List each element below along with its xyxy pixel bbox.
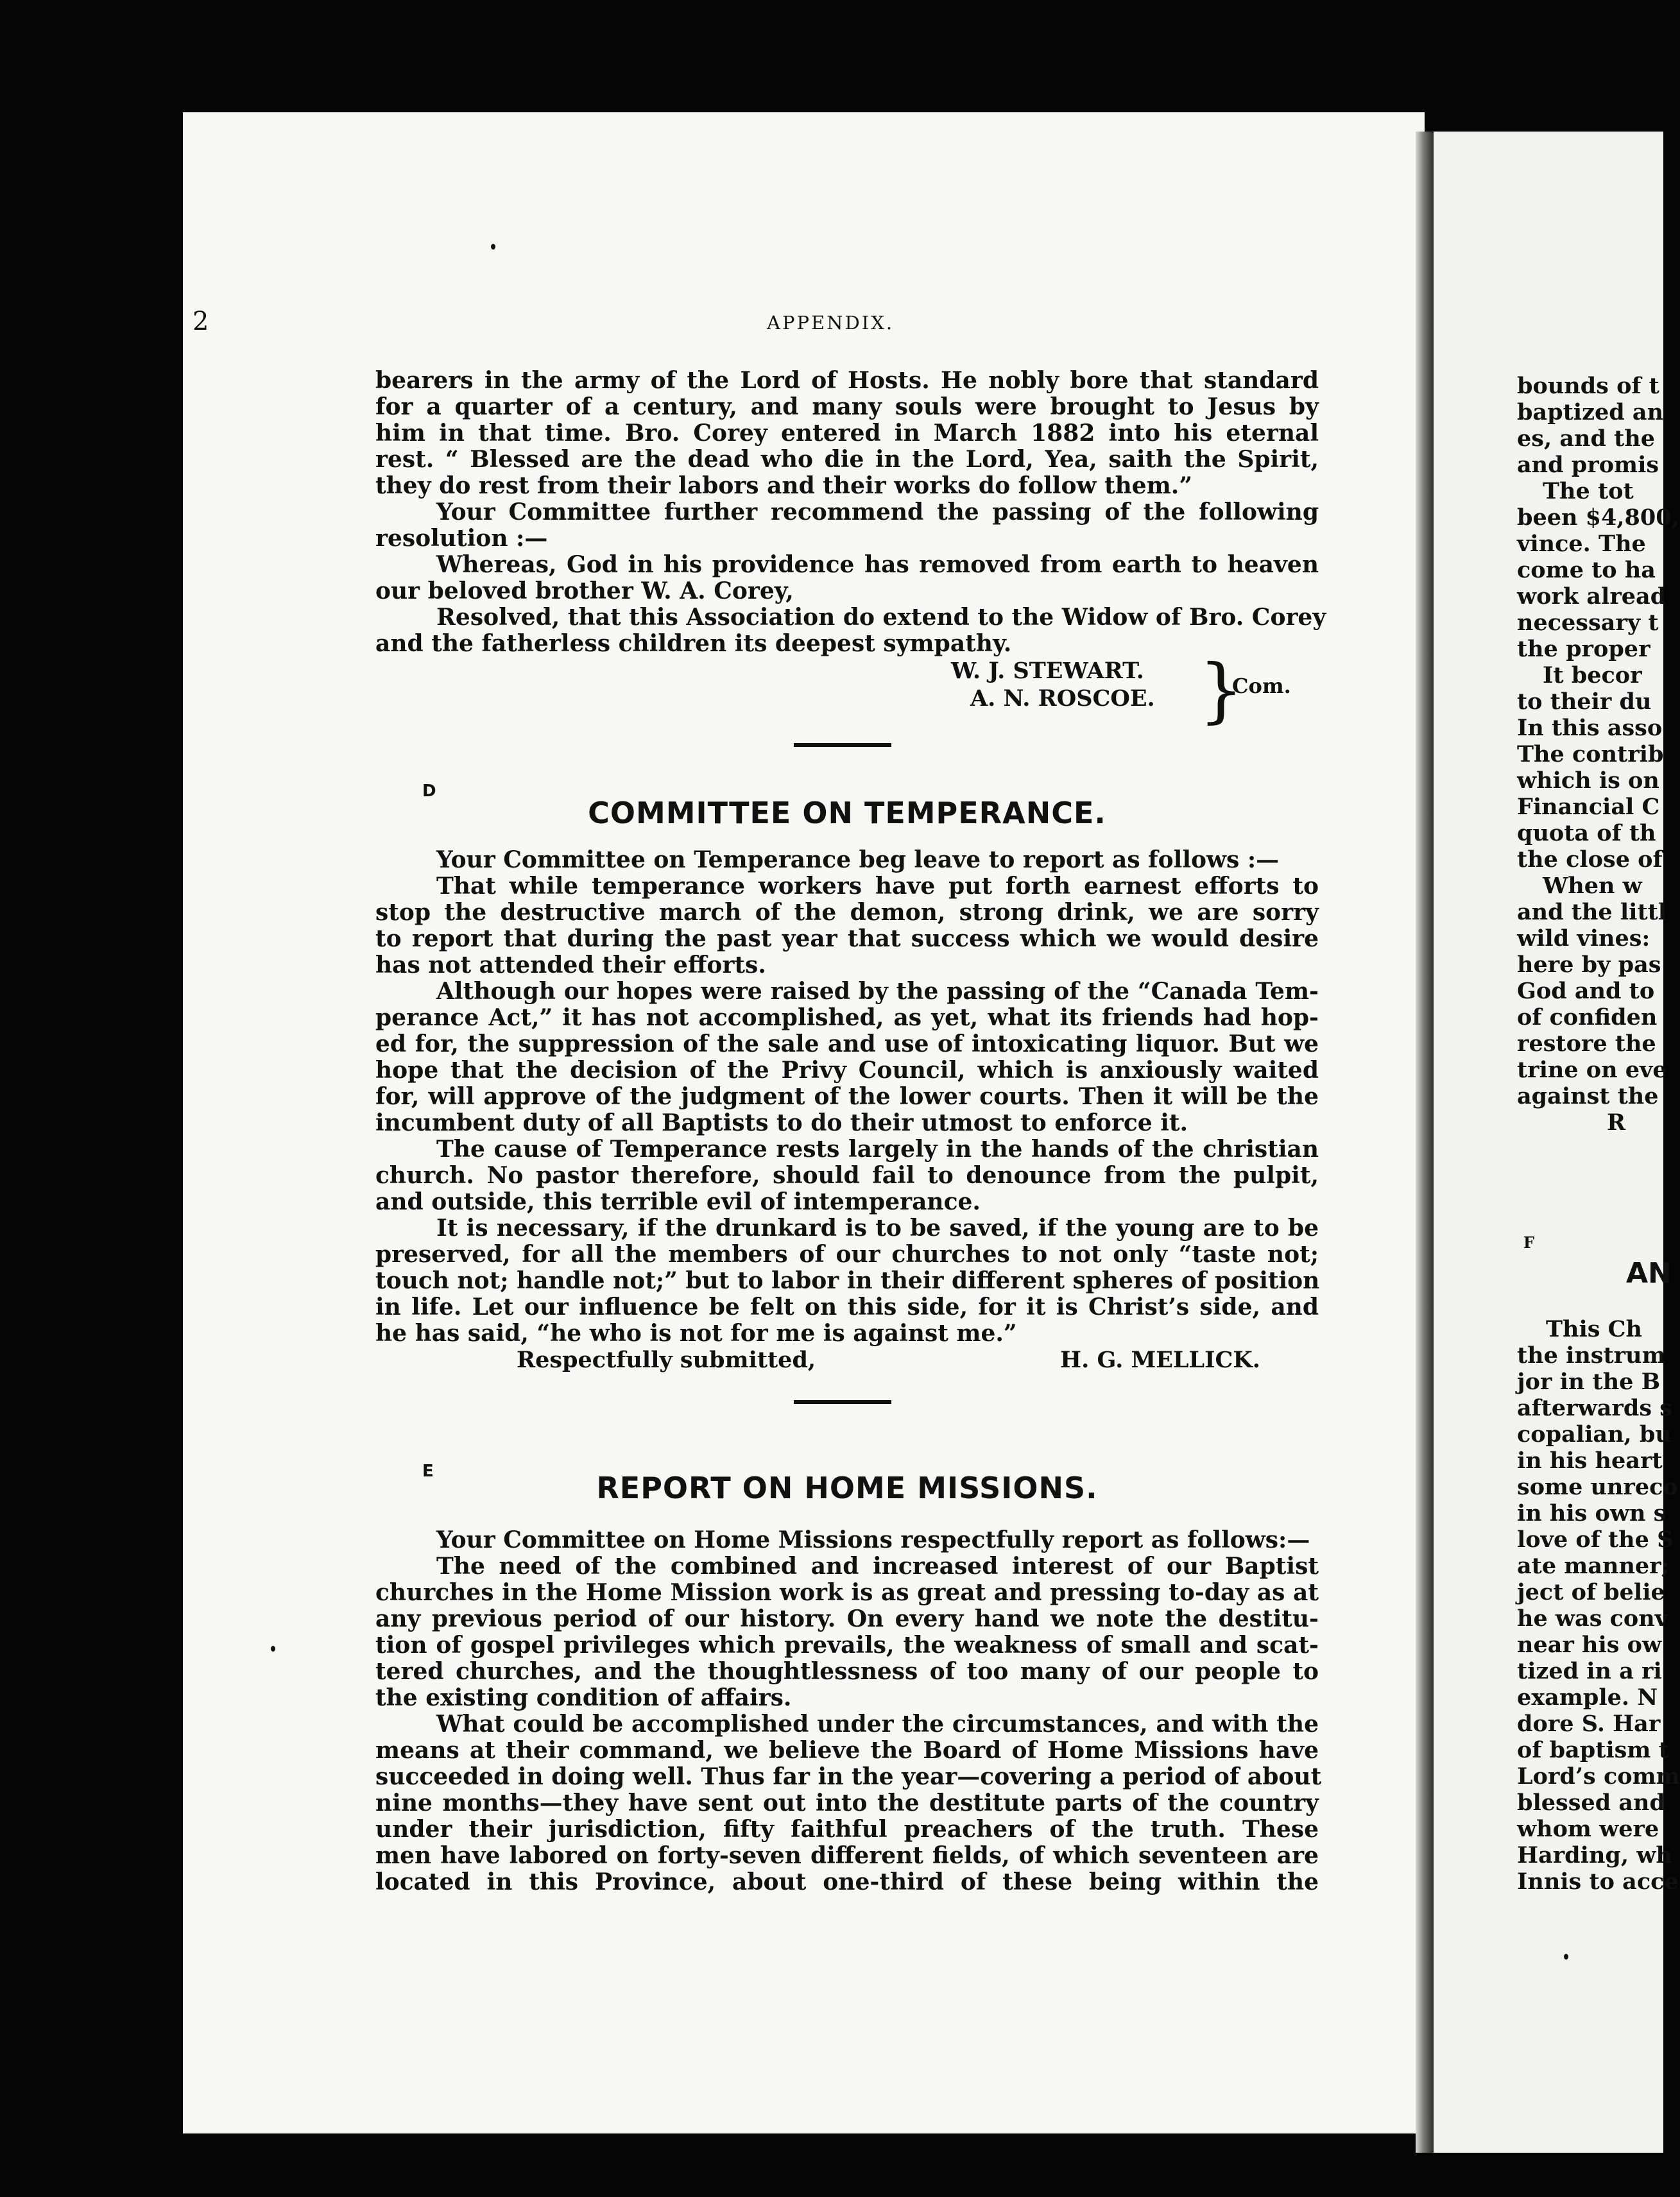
ink-speck: [271, 1646, 275, 1652]
facing-line: es, and the: [1517, 425, 1656, 452]
text-line: him in that time. Bro. Corey entered in March 1882 into his eternal: [375, 420, 1319, 447]
section-divider: [794, 743, 891, 747]
ink-speck: [1564, 1954, 1568, 1960]
facing-line: Lord’s comm: [1517, 1763, 1680, 1790]
text-line: The need of the combined and increased interest of our Baptist: [436, 1553, 1319, 1580]
facing-line: When w: [1543, 873, 1642, 899]
text-line: the existing condition of affairs.: [375, 1684, 792, 1711]
facing-line: ate manner;: [1517, 1553, 1670, 1579]
section-marker-e: E: [422, 1462, 434, 1481]
text-line: in life. Let our influence be felt on this side, for it is Christ’s side, and: [375, 1294, 1319, 1321]
facing-line: AN: [1626, 1257, 1672, 1290]
text-line: preserved, for all the members of our churches to not only “taste not;: [375, 1241, 1319, 1268]
text-line: That while temperance workers have put forth earnest efforts to: [436, 873, 1319, 900]
facing-line: R: [1607, 1109, 1626, 1136]
text-line: and the fatherless children its deepest sympathy.: [375, 630, 1012, 657]
section-divider: [794, 1400, 891, 1404]
text-line: located in this Province, about one-third of these being within the: [375, 1868, 1319, 1895]
text-line: men have labored on forty-seven different fields, of which seventeen are: [375, 1842, 1319, 1869]
facing-line: Financial C: [1517, 794, 1660, 820]
facing-line: copalian, bu: [1517, 1421, 1672, 1448]
facing-line: Innis to acce: [1517, 1868, 1679, 1895]
facing-line: tized in a ri: [1517, 1658, 1662, 1684]
text-line: touch not; handle not;” but to labor in their different spheres of position: [375, 1267, 1320, 1294]
text-line: means at their command, we believe the Board of Home Missions have: [375, 1737, 1319, 1764]
temperance-heading: COMMITTEE ON TEMPERANCE.: [588, 796, 1106, 830]
facing-line: afterwards s: [1517, 1395, 1672, 1421]
facing-line: which is on: [1517, 767, 1659, 794]
facing-line: trine on eve: [1517, 1057, 1667, 1083]
text-line: has not attended their efforts.: [375, 952, 766, 979]
closing-line: Respectfully submitted,: [517, 1347, 816, 1373]
facing-page: [1434, 132, 1680, 2153]
facing-line: in his heart: [1517, 1448, 1663, 1474]
signer-mellick: H. G. MELLICK.: [1060, 1347, 1260, 1373]
facing-line: of baptism t: [1517, 1737, 1669, 1763]
facing-line: work alread: [1517, 583, 1667, 610]
facing-line: against the: [1517, 1083, 1659, 1109]
facing-line: Harding, wh: [1517, 1842, 1672, 1868]
text-line: hope that the decision of the Privy Council, which is anxiously waited: [375, 1057, 1319, 1084]
committee-label: Com.: [1232, 674, 1291, 698]
text-line: succeeded in doing well. Thus far in the year—covering a period of about: [375, 1763, 1322, 1790]
text-line: It is necessary, if the drunkard is to be saved, if the young are to be: [436, 1215, 1319, 1242]
facing-line: some unreco: [1517, 1474, 1678, 1500]
running-head: APPENDIX.: [767, 312, 895, 334]
signer-roscoe: A. N. ROSCOE.: [970, 685, 1155, 712]
text-line: for, will approve of the judgment of the lower courts. Then it will be the: [375, 1083, 1319, 1110]
facing-line: jor in the B: [1517, 1369, 1661, 1395]
page-number: 2: [193, 307, 209, 336]
text-line: Whereas, God in his providence has removed from earth to heaven: [436, 551, 1319, 578]
text-line: to report that during the past year that success which we would desire: [375, 925, 1319, 952]
facing-line: here by pas: [1517, 952, 1661, 978]
text-line: stop the destructive march of the demon, strong drink, we are sorry: [375, 899, 1319, 926]
facing-line: vince. The: [1517, 531, 1646, 557]
facing-line: and promis: [1517, 452, 1659, 478]
facing-line: been $4,800,: [1517, 504, 1679, 531]
text-line: under their jurisdiction, fifty faithful preachers of the truth. These: [375, 1816, 1319, 1843]
text-line: any previous period of our history. On every hand we note the destitu-: [375, 1605, 1319, 1632]
text-line: Resolved, that this Association do extend to the Widow of Bro. Corey: [436, 604, 1326, 631]
text-line: perance Act,” it has not accomplished, as yet, what its friends had hop-: [375, 1004, 1319, 1031]
text-line: our beloved brother W. A. Corey,: [375, 577, 794, 604]
text-line: tered churches, and the thoughtlessness of too many of our people to: [375, 1658, 1319, 1685]
facing-line: dore S. Har: [1517, 1711, 1661, 1737]
facing-line: The contrib: [1517, 741, 1664, 767]
facing-line: necessary t: [1517, 610, 1659, 636]
facing-line: and the littl: [1517, 899, 1667, 925]
text-line: The cause of Temperance rests largely in the hands of the christian: [436, 1136, 1319, 1163]
facing-line: he was conv: [1517, 1605, 1668, 1632]
ink-speck: [491, 244, 495, 250]
facing-line: near his ow: [1517, 1632, 1662, 1658]
facing-line: restore the: [1517, 1030, 1656, 1057]
facing-line: the close of: [1517, 846, 1663, 873]
page-header: [0, 307, 1663, 339]
text-line: bearers in the army of the Lord of Hosts. He nobly bore that standard: [375, 367, 1319, 394]
text-line: for a quarter of a century, and many souls were brought to Jesus by: [375, 393, 1319, 420]
text-line: Your Committee further recommend the passing of the following: [436, 499, 1319, 526]
facing-line: love of the S: [1517, 1526, 1674, 1553]
signature-brace: }: [1199, 649, 1244, 731]
text-line: resolution :—: [375, 525, 548, 552]
text-line: they do rest from their labors and their works do follow them.”: [375, 472, 1193, 499]
facing-line: blessed and: [1517, 1790, 1665, 1816]
facing-line: The tot: [1543, 478, 1634, 504]
facing-line: In this asso: [1517, 715, 1663, 741]
text-line: Your Committee on Home Missions respectfully report as follows:—: [436, 1526, 1310, 1553]
text-line: Although our hopes were raised by the passing of the “Canada Tem-: [436, 978, 1319, 1005]
facing-line: bounds of t: [1517, 373, 1659, 399]
text-line: rest. “ Blessed are the dead who die in the Lord, Yea, saith the Spirit,: [375, 446, 1319, 473]
facing-line: the instrum: [1517, 1342, 1666, 1369]
book-gutter: [1416, 132, 1434, 2153]
text-line: incumbent duty of all Baptists to do their utmost to enforce it.: [375, 1109, 1188, 1136]
text-line: and outside, this terrible evil of intemperance.: [375, 1188, 981, 1215]
text-line: What could be accomplished under the circumstances, and with the: [436, 1711, 1319, 1738]
facing-line: in his own s: [1517, 1500, 1667, 1526]
facing-line: to their du: [1517, 688, 1652, 715]
facing-line: wild vines:: [1517, 925, 1650, 952]
facing-line: F: [1523, 1233, 1535, 1252]
facing-line: God and to: [1517, 978, 1655, 1004]
text-line: he has said, “he who is not for me is against me.”: [375, 1320, 1017, 1347]
facing-line: whom were: [1517, 1816, 1659, 1842]
text-line: nine months—they have sent out into the destitute parts of the country: [375, 1790, 1319, 1817]
home-missions-heading: REPORT ON HOME MISSIONS.: [596, 1471, 1098, 1505]
text-line: ed for, the suppression of the sale and use of intoxicating liquor. But we: [375, 1030, 1319, 1057]
facing-line: This Ch: [1546, 1316, 1642, 1342]
text-line: churches in the Home Mission work is as great and pressing to-day as at: [375, 1579, 1319, 1606]
facing-line: baptized an: [1517, 399, 1664, 425]
facing-line: of confiden: [1517, 1004, 1658, 1030]
text-line: church. No pastor therefore, should fail to denounce from the pulpit,: [375, 1162, 1319, 1189]
text-line: tion of gospel privileges which prevails, the weakness of small and scat-: [375, 1632, 1319, 1659]
facing-line: ject of belie: [1517, 1579, 1665, 1605]
signer-stewart: W. J. STEWART.: [951, 658, 1144, 684]
facing-line: the proper: [1517, 636, 1650, 662]
facing-line: It becor: [1543, 662, 1642, 688]
facing-line: example. N: [1517, 1684, 1658, 1711]
facing-line: come to ha: [1517, 557, 1656, 583]
section-marker-d: D: [422, 782, 436, 801]
facing-line: quota of th: [1517, 820, 1656, 846]
text-line: Your Committee on Temperance beg leave to report as follows :—: [436, 846, 1280, 873]
